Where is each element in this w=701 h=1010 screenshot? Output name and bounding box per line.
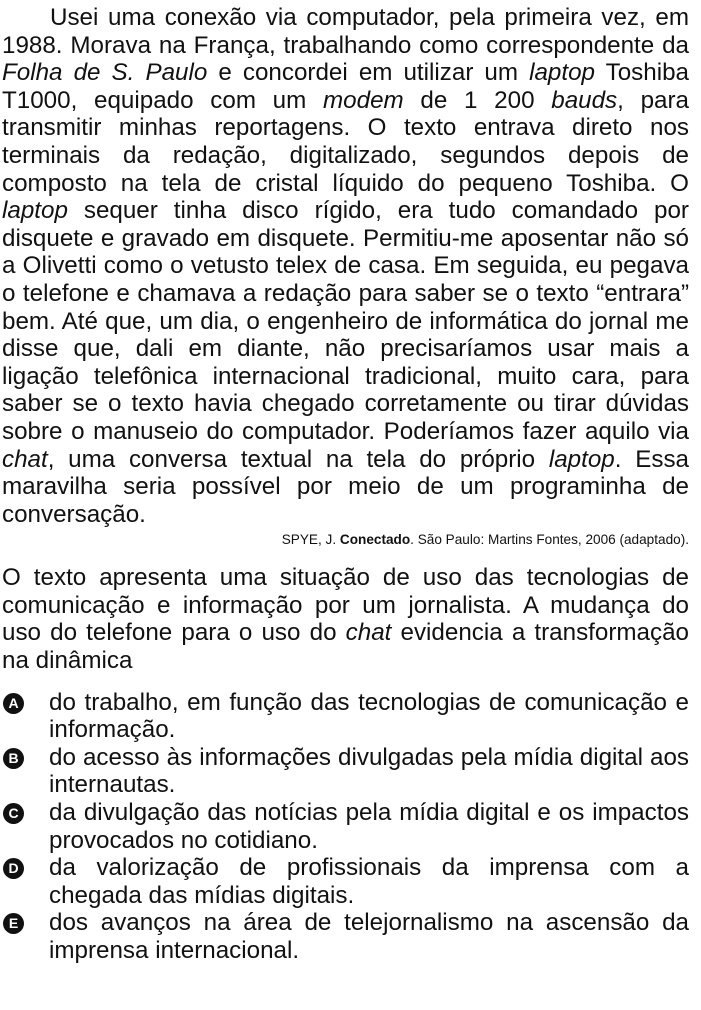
source-suffix: . São Paulo: Martins Fontes, 2006 (adaptado).: [410, 532, 689, 548]
option-e[interactable]: [2, 909, 689, 964]
passage-segment-italic: bauds: [551, 86, 618, 114]
passage-segment: Usei uma conexão via computador, pela primeira vez, em 1988. Morava na França, trabalhando como correspondente da: [2, 4, 689, 59]
passage-segment: . Essa maravilha seria possível por meio de um programinha de conversação.: [2, 445, 689, 528]
passage-segment-italic: chat: [2, 445, 48, 473]
passage-segment: e concordei em utilizar um: [207, 59, 530, 87]
stem-after: evidencia a transformação na dinâmica: [2, 619, 690, 675]
option-text: dos avanços na área de telejornalismo na ascensão da imprensa internacional.: [49, 909, 689, 964]
source-citation: [2, 531, 689, 549]
answer-options: [2, 689, 689, 965]
source-prefix: SPYE, J.: [281, 532, 340, 548]
source-title: Conectado: [339, 532, 411, 548]
passage-segment: , uma conversa textual na tela do próprio: [47, 445, 549, 473]
option-b[interactable]: [2, 744, 689, 799]
option-d[interactable]: [2, 854, 689, 909]
option-text: da valorização de profissionais da imprensa com a chegada das mídias digitais.: [49, 854, 689, 909]
passage-segment: sequer tinha disco rígido, era tudo comandado por disquete e gravado em disquete. Permitiu-me aposentar não só a Olivetti como o vetusto telex de casa. Em seguida, eu pegava o telefone e chamava a redação para saber se o texto “entrara” bem. Até que, um dia, o engenheiro de informática do jornal me disse que, dali em diante, não precisaríamos usar mais a ligação telefônica internacional tradicional, muito cara, para saber se o texto havia chegado corretamente ou tirar dúvidas sobre o manuseio do computador. Poderíamos fazer aquilo via: [2, 197, 689, 445]
option-a[interactable]: [2, 689, 689, 744]
passage-segment-italic: laptop: [548, 445, 615, 473]
passage-segment-italic: Folha de S. Paulo: [2, 59, 208, 87]
question-stem: [2, 564, 689, 674]
option-c[interactable]: [2, 799, 689, 854]
passage-segment: Toshiba T1000, equipado com um: [2, 59, 689, 114]
option-text: da divulgação das notícias pela mídia digital e os impactos provocados no cotidiano.: [49, 799, 689, 854]
stem-before: O texto apresenta uma situação de uso das tecnologias de comunicação e informação por um jornalista. A mudança do uso do telefone para o uso do: [2, 564, 689, 647]
option-letter-badge: C: [3, 803, 24, 824]
option-letter-badge: A: [3, 693, 24, 714]
passage-segment-italic: laptop: [2, 197, 68, 225]
option-text: do acesso às informações divulgadas pela mídia digital aos internautas.: [49, 743, 689, 799]
option-text: do trabalho, em função das tecnologias de comunicação e informação.: [49, 688, 689, 744]
passage-segment-italic: laptop: [529, 59, 595, 87]
passage-text: [2, 4, 689, 528]
option-letter-badge: B: [3, 748, 24, 769]
option-letter-badge: D: [3, 858, 24, 879]
passage-segment: de 1 200: [403, 86, 552, 114]
option-letter-badge: E: [3, 913, 24, 934]
stem-italic: chat: [345, 619, 392, 647]
passage-segment: , para transmitir minhas reportagens. O texto entrava direto nos terminais da redação, digitalizado, segundos depois de composto na tela de cristal líquido do pequeno Toshiba. O: [2, 86, 690, 197]
passage-segment-italic: modem: [323, 86, 404, 114]
